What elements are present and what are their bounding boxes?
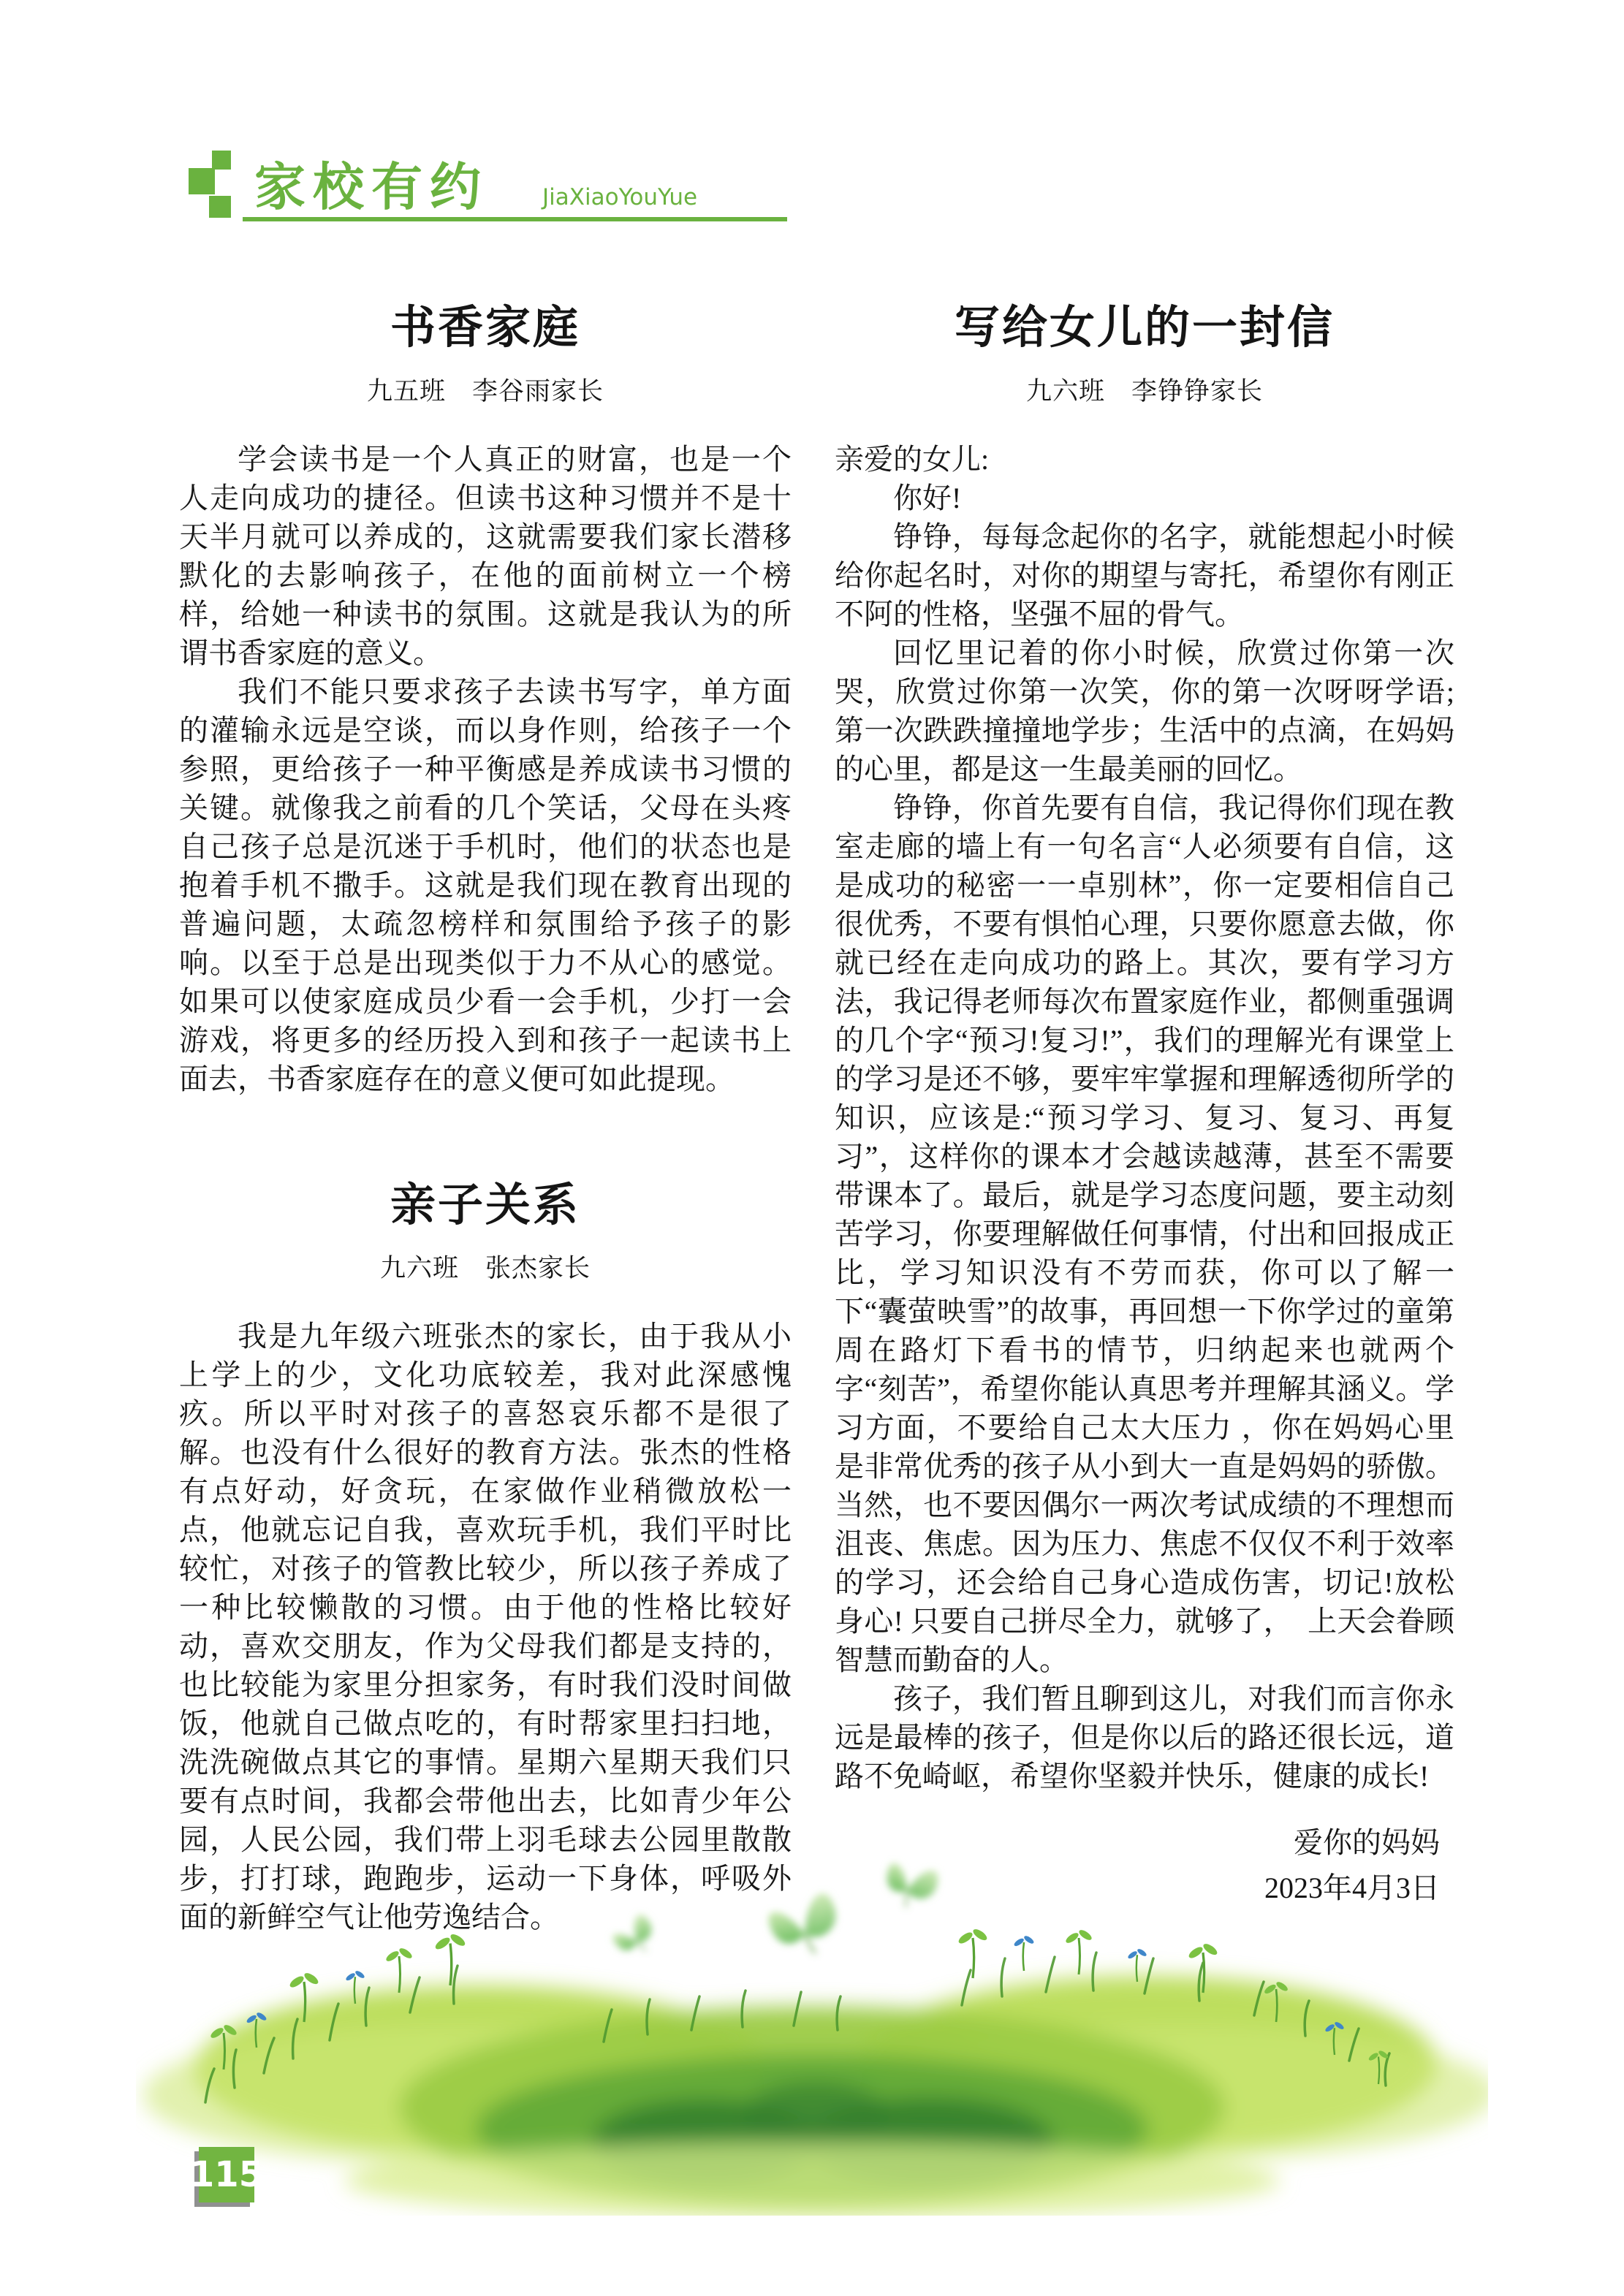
article-paragraph: 学会读书是一个人真正的财富，也是一个人走向成功的捷径。但读书这种习惯并不是十天半月就可以养成的，这就需要我们家长潜移默化的去影响孩子，在他的面前树立一个榜样，给她一种读书的氛围。这就是我认为的所谓书香家庭的意义。 <box>179 442 792 669</box>
letter-paragraph: 回忆里记着的你小时候，欣赏过你第一次哭，欣赏过你第一次笑，你的第一次呀呀学语;第一次跌跌撞撞地学步；生活中的点滴，在妈妈的心里，都是这一生最美丽的回忆。 <box>835 636 1454 786</box>
letter-date: 2023年4月3日 <box>1264 1871 1440 1904</box>
article-byline: 九五班 李谷雨家长 <box>366 376 604 406</box>
article-title: 书香家庭 <box>390 303 580 353</box>
letter-paragraph: 孩子，我们暂且聊到这儿，对我们而言你永远是最棒的孩子，但是你以后的路还很长远，道路不免崎岖，希望你坚毅并快乐，健康的成长! <box>835 1681 1454 1793</box>
article-paragraph: 我是九年级六班张杰的家长，由于我从小上学上的少，文化功底较差，我对此深感愧疚。所以平时对孩子的喜怒哀乐都不是很了解。也没有什么很好的教育方法。张杰的性格有点好动，好贪玩，在家做作业稍微放松一点，他就忘记自我，喜欢玩手机，我们平时比较忙，对孩子的管教比较少，所以孩子养成了一种比较懒散的习惯。由于他的性格比较好动，喜欢交朋友，作为父母我们都是支持的，也比较能为家里分担家务，有时我们没时间做饭，他就自己做点吃的，有时帮家里扫扫地，洗洗碗做点其它的事情。星期六星期天我们只要有点时间，我都会带他出去，比如青少年公园，人民公园，我们带上羽毛球去公园里散散步，打打球，跑跑步，运动一下身体，呼吸外面的新鲜空气让他劳逸结合。 <box>179 1320 792 1934</box>
article-paragraph: 我们不能只要求孩子去读书写字，单方面的灌输永远是空谈，而以身作则，给孩子一个参照，更给孩子一种平衡感是养成读书习惯的关键。就像我之前看的几个笑话，父母在头疼自己孩子总是沉迷于手机时，他们的状态也是抱着手机不撒手。这就是我们现在教育出现的普遍问题，太疏忽榜样和氛围给予孩子的影响。以至于总是出现类似于力不从心的感觉。如果可以使家庭成员少看一会手机，少打一会游戏，将更多的经历投入到和孩子一起读书上面去，书香家庭存在的意义便可如此提现。 <box>179 674 792 1095</box>
logo-square-bottom <box>209 196 231 218</box>
article-title: 写给女儿的一封信 <box>954 303 1335 353</box>
butterfly-icon <box>879 1856 941 1915</box>
magazine-logo-title: 家校有约 <box>254 157 488 217</box>
logo-square-middle <box>189 168 215 194</box>
butterfly-icon <box>609 1912 661 1962</box>
article-book-family <box>179 298 792 1098</box>
letter-paragraph: 铮铮，你首先要有自信，我记得你们现在教室走廊的墙上有一句名言“人必须要有自信，这是成功的秘密一一卓别林”，你一定要相信自己很优秀，不要有惧怕心理，只要你愿意去做，你就已经在走向成功的路上。其次，要有学习方法，我记得老师每次布置家庭作业，都侧重强调的几个字“预习!复习!”，我们的理解光有课堂上的学习是还不够，要牢牢掌握和理解透彻所学的知识，应该是:“预习学习、复习、复习、再复习”，这样你的课本才会越读越薄，甚至不需要带课本了。最后，就是学习态度问题，要主动刻苦学习，你要理解做任何事情，付出和回报成正比，学习知识没有不劳而获，你可以了解一下“囊萤映雪”的故事，再回想一下你学过的童第周在路灯下看书的情节，归纳起来也就两个字“刻苦”，希望你能认真思考并理解其涵义。学习方面，不要给自己太大压力 ，你在妈妈心里是非常优秀的孩子从小到大一直是妈妈的骄傲。当然，也不要因偶尔一两次考试成绩的不理想而沮丧、焦虑。因为压力、焦虑不仅仅不利于效率的学习，还会给自己身心造成伤害，切记!放松身心! 只要自己拼尽全力，就够了， 上天会眷顾智慧而勤奋的人。 <box>835 791 1454 1676</box>
right-column <box>835 298 1454 1911</box>
magazine-logo-pinyin: JiaXiaoYouYue <box>542 184 698 210</box>
page-number-badge: 115 <box>199 2147 254 2202</box>
letter-signature: 爱你的妈妈 <box>1294 1825 1440 1859</box>
article-letter <box>835 298 1454 1911</box>
letter-salutation: 亲爱的女儿: <box>835 442 990 476</box>
article-parent-child <box>179 1176 792 1937</box>
article-title: 亲子关系 <box>390 1180 580 1231</box>
page-header <box>0 0 1624 241</box>
grass-mounds <box>143 1976 1488 2216</box>
letter-paragraph: 铮铮，每每念起你的名字，就能想起小时候给你起名时，对你的期望与寄托，希望你有刚正不阿的性格，坚强不屈的骨气。 <box>835 520 1454 631</box>
logo-squares-icon <box>189 151 241 228</box>
butterflies <box>609 1856 941 1962</box>
butterfly-icon <box>765 1892 843 1962</box>
grass-illustration <box>136 1850 1488 2216</box>
article-byline: 九六班 张杰家长 <box>379 1254 591 1283</box>
article-byline: 九六班 李铮铮家长 <box>1025 376 1263 406</box>
left-column <box>179 298 792 1936</box>
letter-greeting: 你好! <box>893 481 962 514</box>
logo-square-top <box>212 151 231 170</box>
header-underline <box>243 217 787 221</box>
